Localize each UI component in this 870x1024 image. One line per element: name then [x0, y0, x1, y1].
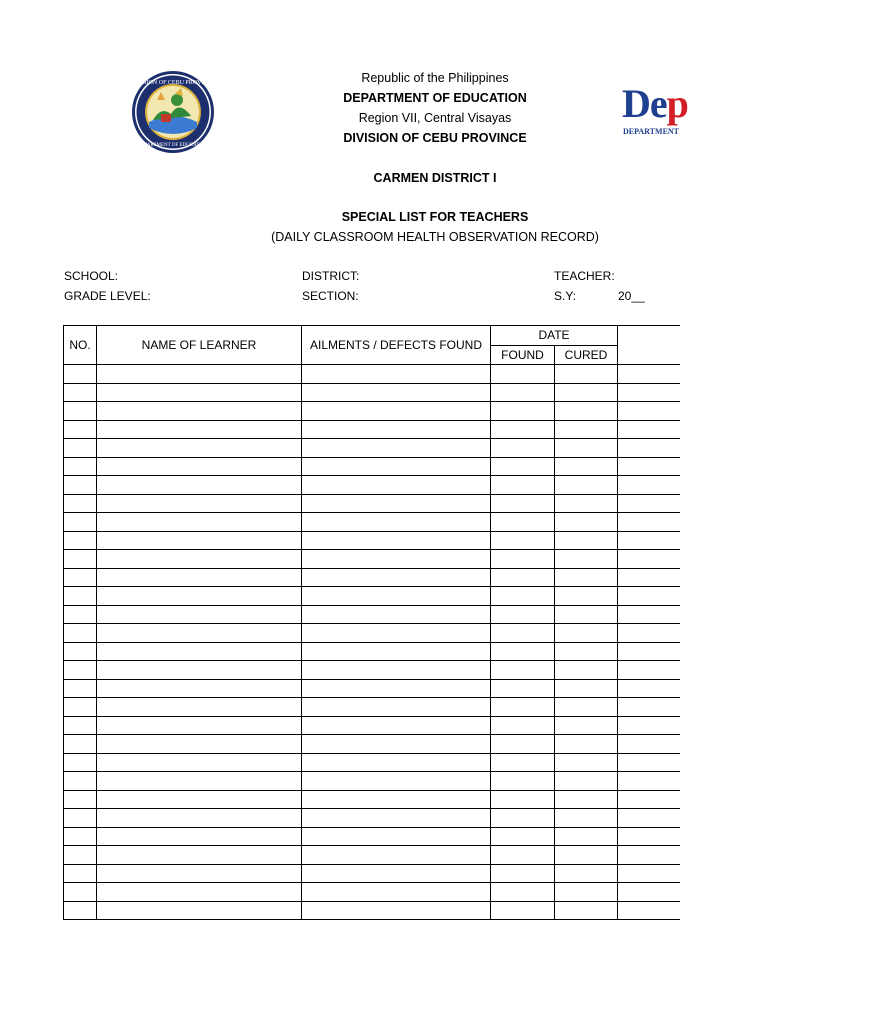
- cell-ailments[interactable]: [302, 642, 491, 661]
- cell-found[interactable]: [491, 846, 555, 865]
- cell-cured[interactable]: [555, 753, 618, 772]
- cell-extra[interactable]: [618, 679, 688, 698]
- cell-cured[interactable]: [555, 790, 618, 809]
- cell-ailments[interactable]: [302, 550, 491, 569]
- cell-cured[interactable]: [555, 365, 618, 384]
- table-row: [64, 550, 688, 569]
- cell-extra[interactable]: [618, 550, 688, 569]
- cell-ailments[interactable]: [302, 753, 491, 772]
- cell-ailments[interactable]: [302, 790, 491, 809]
- table-row: [64, 365, 688, 384]
- cell-no[interactable]: [64, 494, 97, 513]
- table-row: [64, 809, 688, 828]
- cell-extra[interactable]: [618, 883, 688, 902]
- cell-cured[interactable]: [555, 827, 618, 846]
- header-republic: Republic of the Philippines: [361, 71, 509, 85]
- cell-extra[interactable]: [618, 568, 688, 587]
- cell-no[interactable]: [64, 457, 97, 476]
- cell-no[interactable]: [64, 864, 97, 883]
- table-row: [64, 402, 688, 421]
- cell-name[interactable]: [97, 753, 302, 772]
- cell-cured[interactable]: [555, 846, 618, 865]
- table-row: [64, 531, 688, 550]
- school-label: SCHOOL:: [64, 269, 119, 283]
- cell-found[interactable]: [491, 698, 555, 717]
- cell-ailments[interactable]: [302, 716, 491, 735]
- table-row: [64, 735, 688, 754]
- cell-extra[interactable]: [618, 846, 688, 865]
- cell-extra[interactable]: [618, 365, 688, 384]
- cell-no[interactable]: [64, 809, 97, 828]
- header-extra: [618, 326, 688, 365]
- cell-extra[interactable]: [618, 735, 688, 754]
- cell-found[interactable]: [491, 513, 555, 532]
- cell-no[interactable]: [64, 772, 97, 791]
- cell-name[interactable]: [97, 827, 302, 846]
- cell-no[interactable]: [64, 661, 97, 680]
- cell-name[interactable]: [97, 420, 302, 439]
- cell-name[interactable]: [97, 698, 302, 717]
- cell-found[interactable]: [491, 439, 555, 458]
- table-row: [64, 753, 688, 772]
- cell-no[interactable]: [64, 420, 97, 439]
- cell-extra[interactable]: [618, 772, 688, 791]
- cell-found[interactable]: [491, 883, 555, 902]
- cell-extra[interactable]: [618, 753, 688, 772]
- cell-extra[interactable]: [618, 476, 688, 495]
- cell-no[interactable]: [64, 698, 97, 717]
- cell-no[interactable]: [64, 439, 97, 458]
- deped-subtitle: DEPARTMENT: [623, 127, 680, 136]
- cell-found[interactable]: [491, 550, 555, 569]
- cell-name[interactable]: [97, 605, 302, 624]
- table-row: [64, 790, 688, 809]
- cell-name[interactable]: [97, 883, 302, 902]
- header-date: DATE: [491, 326, 618, 346]
- table-row: [64, 383, 688, 402]
- cell-name[interactable]: [97, 402, 302, 421]
- cell-ailments[interactable]: [302, 735, 491, 754]
- cell-found[interactable]: [491, 531, 555, 550]
- seal-bottom-text: DEPARTMENT OF EDUCATION: [137, 143, 209, 148]
- health-record-table: [63, 325, 688, 920]
- district-label: DISTRICT:: [302, 269, 360, 283]
- cell-found[interactable]: [491, 494, 555, 513]
- cell-cured[interactable]: [555, 531, 618, 550]
- cell-found[interactable]: [491, 661, 555, 680]
- cell-name[interactable]: [97, 439, 302, 458]
- header-region: Region VII, Central Visayas: [358, 111, 512, 125]
- form-subtitle: (DAILY CLASSROOM HEALTH OBSERVATION RECORD): [271, 230, 599, 244]
- cell-cured[interactable]: [555, 642, 618, 661]
- cell-extra[interactable]: [618, 531, 688, 550]
- cell-ailments[interactable]: [302, 605, 491, 624]
- cell-no[interactable]: [64, 846, 97, 865]
- cell-extra[interactable]: [618, 457, 688, 476]
- cell-no[interactable]: [64, 624, 97, 643]
- cell-name[interactable]: [97, 494, 302, 513]
- cell-name[interactable]: [97, 661, 302, 680]
- cell-ailments[interactable]: [302, 439, 491, 458]
- header-division: DIVISION OF CEBU PROVINCE: [343, 131, 527, 145]
- cell-found[interactable]: [491, 587, 555, 606]
- cell-no[interactable]: [64, 587, 97, 606]
- sy-value: 20__: [618, 289, 645, 303]
- cell-found[interactable]: [491, 402, 555, 421]
- table-row: [64, 476, 688, 495]
- cell-found[interactable]: [491, 735, 555, 754]
- sy-label: S.Y:: [554, 289, 577, 303]
- cell-extra[interactable]: [618, 901, 688, 920]
- cell-cured[interactable]: [555, 457, 618, 476]
- cell-no[interactable]: [64, 568, 97, 587]
- cell-extra[interactable]: [618, 864, 688, 883]
- cell-cured[interactable]: [555, 772, 618, 791]
- cell-ailments[interactable]: [302, 402, 491, 421]
- cell-name[interactable]: [97, 642, 302, 661]
- cell-found[interactable]: [491, 809, 555, 828]
- cell-cured[interactable]: [555, 587, 618, 606]
- cell-found[interactable]: [491, 605, 555, 624]
- cell-no[interactable]: [64, 605, 97, 624]
- header-no: NO.: [64, 326, 97, 365]
- cell-no[interactable]: [64, 716, 97, 735]
- table-row: [64, 679, 688, 698]
- cell-ailments[interactable]: [302, 901, 491, 920]
- cell-extra[interactable]: [618, 383, 688, 402]
- cell-name[interactable]: [97, 809, 302, 828]
- cell-name[interactable]: [97, 587, 302, 606]
- cell-cured[interactable]: [555, 698, 618, 717]
- table-row: [64, 494, 688, 513]
- cell-found[interactable]: [491, 568, 555, 587]
- cell-ailments[interactable]: [302, 587, 491, 606]
- table-row: [64, 420, 688, 439]
- table-row: [64, 568, 688, 587]
- table-row: [64, 439, 688, 458]
- deped-wordmark-blue: De: [622, 81, 667, 126]
- cell-name[interactable]: [97, 846, 302, 865]
- cell-cured[interactable]: [555, 383, 618, 402]
- cell-name[interactable]: [97, 476, 302, 495]
- cell-no[interactable]: [64, 827, 97, 846]
- header-found: FOUND: [491, 345, 555, 365]
- table-row: [64, 698, 688, 717]
- cell-ailments[interactable]: [302, 661, 491, 680]
- cell-cured[interactable]: [555, 568, 618, 587]
- table-row: [64, 846, 688, 865]
- cell-no[interactable]: [64, 476, 97, 495]
- cell-name[interactable]: [97, 568, 302, 587]
- section-label: SECTION:: [302, 289, 359, 303]
- cell-no[interactable]: [64, 531, 97, 550]
- cell-ailments[interactable]: [302, 624, 491, 643]
- cell-ailments[interactable]: [302, 568, 491, 587]
- table-row: [64, 883, 688, 902]
- cell-ailments[interactable]: [302, 698, 491, 717]
- cell-found[interactable]: [491, 624, 555, 643]
- cell-cured[interactable]: [555, 439, 618, 458]
- cell-extra[interactable]: [618, 809, 688, 828]
- cell-no[interactable]: [64, 735, 97, 754]
- cell-extra[interactable]: [618, 827, 688, 846]
- header-cured: CURED: [555, 345, 618, 365]
- cell-extra[interactable]: [618, 420, 688, 439]
- cell-name[interactable]: [97, 864, 302, 883]
- cell-cured[interactable]: [555, 494, 618, 513]
- cell-extra[interactable]: [618, 716, 688, 735]
- cell-no[interactable]: [64, 365, 97, 384]
- cell-found[interactable]: [491, 716, 555, 735]
- cell-ailments[interactable]: [302, 772, 491, 791]
- cell-cured[interactable]: [555, 605, 618, 624]
- table-row: [64, 587, 688, 606]
- form-title: SPECIAL LIST FOR TEACHERS: [341, 210, 529, 224]
- cell-no[interactable]: [64, 753, 97, 772]
- cell-extra[interactable]: [618, 439, 688, 458]
- seal-top-text: DIVISION OF CEBU PROVINCE: [130, 80, 216, 86]
- cell-ailments[interactable]: [302, 809, 491, 828]
- cell-name[interactable]: [97, 790, 302, 809]
- cell-cured[interactable]: [555, 716, 618, 735]
- cell-ailments[interactable]: [302, 494, 491, 513]
- cell-cured[interactable]: [555, 476, 618, 495]
- cell-extra[interactable]: [618, 402, 688, 421]
- table-row: [64, 827, 688, 846]
- cell-cured[interactable]: [555, 624, 618, 643]
- cell-found[interactable]: [491, 864, 555, 883]
- cell-ailments[interactable]: [302, 827, 491, 846]
- header-ailments: AILMENTS / DEFECTS FOUND: [302, 326, 491, 365]
- cell-cured[interactable]: [555, 735, 618, 754]
- cell-cured[interactable]: [555, 883, 618, 902]
- cell-no[interactable]: [64, 883, 97, 902]
- cell-extra[interactable]: [618, 605, 688, 624]
- cell-name[interactable]: [97, 531, 302, 550]
- cell-ailments[interactable]: [302, 513, 491, 532]
- table-row: [64, 457, 688, 476]
- cell-found[interactable]: [491, 827, 555, 846]
- table-row: [64, 716, 688, 735]
- cell-name[interactable]: [97, 550, 302, 569]
- cell-cured[interactable]: [555, 661, 618, 680]
- header-name-of-learner: NAME OF LEARNER: [97, 326, 302, 365]
- cell-ailments[interactable]: [302, 457, 491, 476]
- cell-extra[interactable]: [618, 494, 688, 513]
- cell-no[interactable]: [64, 550, 97, 569]
- cell-ailments[interactable]: [302, 883, 491, 902]
- cell-name[interactable]: [97, 624, 302, 643]
- cell-extra[interactable]: [618, 587, 688, 606]
- cell-no[interactable]: [64, 679, 97, 698]
- table-row: [64, 642, 688, 661]
- cell-found[interactable]: [491, 753, 555, 772]
- cell-found[interactable]: [491, 365, 555, 384]
- cell-cured[interactable]: [555, 864, 618, 883]
- cell-ailments[interactable]: [302, 420, 491, 439]
- cell-ailments[interactable]: [302, 365, 491, 384]
- table-row: [64, 661, 688, 680]
- cell-cured[interactable]: [555, 402, 618, 421]
- cell-cured[interactable]: [555, 513, 618, 532]
- cell-name[interactable]: [97, 716, 302, 735]
- cell-cured[interactable]: [555, 550, 618, 569]
- cell-cured[interactable]: [555, 679, 618, 698]
- cell-name[interactable]: [97, 513, 302, 532]
- grade-level-label: GRADE LEVEL:: [64, 289, 151, 303]
- cell-name[interactable]: [97, 383, 302, 402]
- cell-cured[interactable]: [555, 809, 618, 828]
- cell-name[interactable]: [97, 772, 302, 791]
- cell-extra[interactable]: [618, 790, 688, 809]
- teacher-label: TEACHER:: [554, 269, 615, 283]
- cell-found[interactable]: [491, 457, 555, 476]
- cell-no[interactable]: [64, 642, 97, 661]
- cell-name[interactable]: [97, 735, 302, 754]
- table-row: [64, 901, 688, 920]
- table-body: [64, 326, 688, 920]
- cell-ailments[interactable]: [302, 531, 491, 550]
- header-department: DEPARTMENT OF EDUCATION: [343, 91, 527, 105]
- cell-ailments[interactable]: [302, 679, 491, 698]
- cell-cured[interactable]: [555, 420, 618, 439]
- cell-extra[interactable]: [618, 661, 688, 680]
- table-row: [64, 513, 688, 532]
- table-row: [64, 864, 688, 883]
- cell-found[interactable]: [491, 476, 555, 495]
- table-header-row: [64, 326, 688, 346]
- cell-ailments[interactable]: [302, 864, 491, 883]
- cell-found[interactable]: [491, 901, 555, 920]
- header-district: CARMEN DISTRICT I: [373, 171, 497, 185]
- cell-ailments[interactable]: [302, 476, 491, 495]
- cell-extra[interactable]: [618, 698, 688, 717]
- cell-no[interactable]: [64, 790, 97, 809]
- cell-no[interactable]: [64, 402, 97, 421]
- cell-cured[interactable]: [555, 901, 618, 920]
- cell-name[interactable]: [97, 457, 302, 476]
- cell-name[interactable]: [97, 365, 302, 384]
- cell-ailments[interactable]: [302, 846, 491, 865]
- cell-found[interactable]: [491, 772, 555, 791]
- cell-ailments[interactable]: [302, 383, 491, 402]
- cell-extra[interactable]: [618, 624, 688, 643]
- cell-name[interactable]: [97, 901, 302, 920]
- cell-no[interactable]: [64, 513, 97, 532]
- cell-extra[interactable]: [618, 513, 688, 532]
- deped-wordmark-red: p: [666, 81, 688, 126]
- cell-name[interactable]: [97, 679, 302, 698]
- cell-found[interactable]: [491, 420, 555, 439]
- cell-no[interactable]: [64, 901, 97, 920]
- page-right-margin: [680, 320, 770, 960]
- cell-found[interactable]: [491, 383, 555, 402]
- table-row: [64, 605, 688, 624]
- cell-no[interactable]: [64, 383, 97, 402]
- cell-found[interactable]: [491, 679, 555, 698]
- cell-extra[interactable]: [618, 642, 688, 661]
- cell-found[interactable]: [491, 790, 555, 809]
- table-row: [64, 624, 688, 643]
- table-row: [64, 772, 688, 791]
- cell-found[interactable]: [491, 642, 555, 661]
